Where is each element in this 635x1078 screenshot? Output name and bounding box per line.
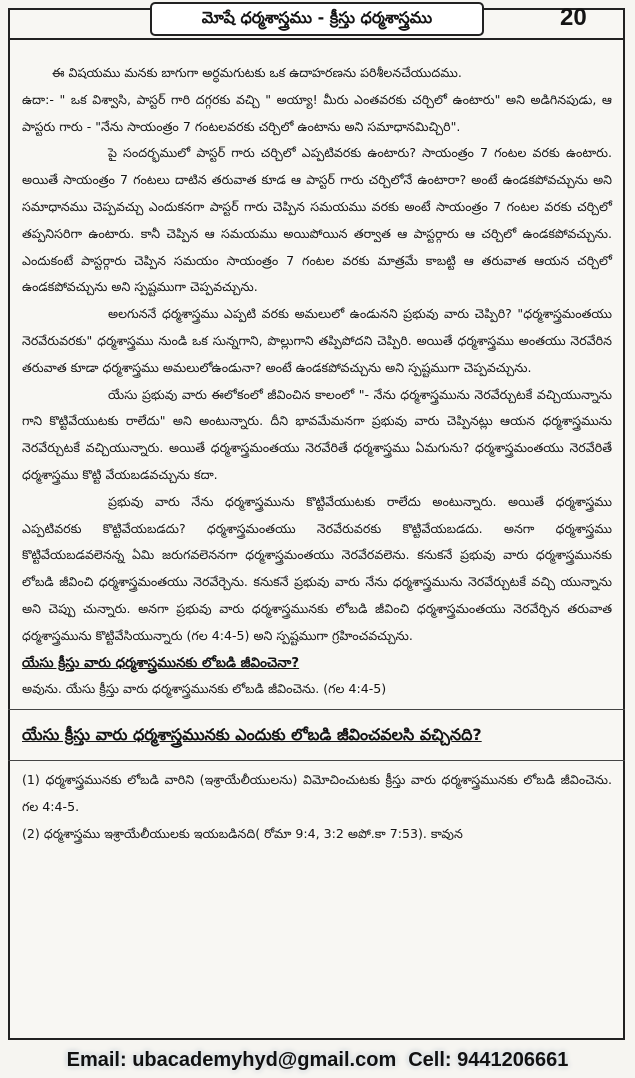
paragraph-intro: ఈ విషయము మనకు బాగుగా అర్ధమగుటకు ఒక ఉదాహరణను పరిశీలనచేయుదము.	[52, 65, 462, 80]
paragraph-law-abolished: ప్రభువు వారు నేను ధర్మశాస్త్రమును కొట్టివేయుటకు రాలేదు అంటున్నారు. అయితే ధర్మశాస్త్రము ఎప్పటివరకు కొట్టివేయబడదు? ధర్మశాస్త్రమంతయు నెరవేరువరకు కొట్టివేయబడదు. అనగా ధర్మశాస్త్రము కొట్టివేయబడవలెనన్న ఏమి జరుగవలెననగా ధర్మశాస్త్రమంతయు నెరవేరవలెను. కనుకనే ప్రభువు వారు ధర్మశాస్త్రమునకు లోబడి జీవించి ధర్మశాస్త్రమంతయు నెరవేర్చెను. కనుకనే ప్రభువు వారు నేను ధర్మశాస్త్రమును నెరవేర్చుటకే వచ్చి యున్నాను అని చెప్పు చున్నారు. అనగా ప్రభువు వారు ధర్మశాస్త్రమునకు లోబడి జీవించి ధర్మశాస్త్రమంతయు నెరవేర్చిన తరువాత ధర్మశాస్త్రమును కొట్టివేసియున్నారు (గల 4:4-5) అని స్పష్టముగా గ్రహించవచ్చును.	[22, 493, 612, 643]
contact-footer	[0, 1042, 635, 1078]
question-heading-2: యేసు క్రీస్తు వారు ధర్మశాస్త్రమునకు ఎందుకు లోబడి జీవించవలసి వచ్చినది?	[22, 725, 482, 745]
answer-point-2: (2) ధర్మశాస్త్రము ఇశ్రాయేలీయులకు ఇయబడినది( రోమా 9:4, 3:2 అపో.కా 7:53). కావున	[22, 825, 463, 841]
page-header-title	[150, 2, 484, 36]
paragraph-explanation: పై సందర్భములో పాస్టర్ గారు చర్చిలో ఎప్పటివరకు ఉంటారు? సాయంత్రం 7 గంటల వరకు ఉంటారు. అయితే సాయంత్రం 7 గంటలు దాటిన తరువాత కూడ ఆ పాస్టర్ గారు చర్చిలోనే ఉంటారా? అంటే ఉండకపోవచ్చును అని సమాధానము చెప్పవచ్చు ఎందుకనగా పాస్టర్ గారు చెప్పిన సమయము వరకు అంటే సాయంత్రం 7 గంటల వరకు చర్చిలో తప్పనిసరిగా ఉంటారు. కానీ చెప్పిన ఆ సమయము అయిపోయిన తర్వాత ఆ పాస్టర్గారు ఆ చర్చిలో ఉండకపోవచ్చును. ఎందుకంటే పాస్టర్గారు చెప్పిన సమయం సాయంత్రం 7 గంటల వరకు మాత్రమే కాబట్టి ఆ తరువాత ఆయన చర్చిలో ఉండకపోవచ్చును అని స్పష్టముగా చెప్పవచ్చును.	[22, 145, 612, 295]
paragraph-example: ఉదా:- " ఒక విశ్వాసి, పాస్టర్ గారి దగ్గరకు వచ్చి " అయ్యా! మీరు ఎంతవరకు చర్చిలో ఉంటారు" అని అడిగినపుడు, ఆ పాస్టరు గారు - "నేను సాయంత్రం 7 గంటలవరకు చర్చిలో ఉంటాను అని సమాధానమిచ్చిరి".	[22, 91, 612, 134]
paragraph-law-duration: అలగుననే ధర్మశాస్త్రము ఎప్పటి వరకు అమలులో ఉండునని ప్రభువు వారు చెప్పిరి? "ధర్మశాస్త్రమంతయు నెరవేరువరకు" ధర్మశాస్త్రము నుండి ఒక సున్నగాని, పొల్లుగాని తప్పిపోదని చెప్పిరి. అయితే ధర్మశాస్త్రము అంతయు నెరవేరిన తరువాత కూడా ధర్మశాస్త్రము అమలులోఉండునా? అంటే ఉండకపోవచ్చును అని స్పష్టముగా చెప్పవచ్చును.	[22, 306, 612, 375]
answer-point-1: (1) ధర్మశాస్త్రమునకు లోబడి వారిని (ఇశ్రాయేలీయులను) విమోచించుటకు క్రీస్తు వారు ధర్మశాస్త్రమునకు లోబడి జీవించెను. గల 4:4-5.	[22, 772, 612, 814]
footer-cell: Cell: 9441206661	[408, 1048, 569, 1071]
header-divider	[8, 38, 625, 40]
article-body	[22, 60, 612, 848]
page-number: 20	[560, 4, 587, 31]
section-divider-2	[8, 760, 625, 761]
question-heading-1: యేసు క్రీస్తు వారు ధర్మశాస్త్రమునకు లోబడి జీవించెనా?	[22, 654, 300, 671]
paragraph-jesus-fulfill: యేసు ప్రభువు వారు ఈలోకంలో జీవించిన కాలంలో "- నేను ధర్మశాస్త్రమును నెరవేర్చుటకే వచ్చియున్నాను గాని కొట్టివేయుటకు రాలేదు" అని అంటున్నారు. దీని భావమేమనగా ప్రభువు వారు చెప్పినట్లు ఆయన ధర్మశాస్త్రమును నెరవేర్చుటకే వచ్చియున్నారు. అయితే ధర్మశాస్త్రమంతయు నెరవేరితే ధర్మశాస్త్రము ఏమగును? ధర్మశాస్త్రమంతయు నెరవేరితే ధర్మశాస్త్రము కొట్టి వేయబడవచ్చును కదా.	[22, 386, 612, 482]
header-title-text: మోషే ధర్మశాస్త్రము - క్రీస్తు ధర్మశాస్త్రము	[201, 7, 433, 27]
answer-1: అవును. యేసు క్రీస్తు వారు ధర్మశాస్త్రమునకు లోబడి జీవించెను. (గల 4:4-5)	[22, 681, 387, 697]
footer-email: Email: ubacademyhyd@gmail.com	[66, 1048, 397, 1071]
section-divider	[8, 709, 625, 710]
